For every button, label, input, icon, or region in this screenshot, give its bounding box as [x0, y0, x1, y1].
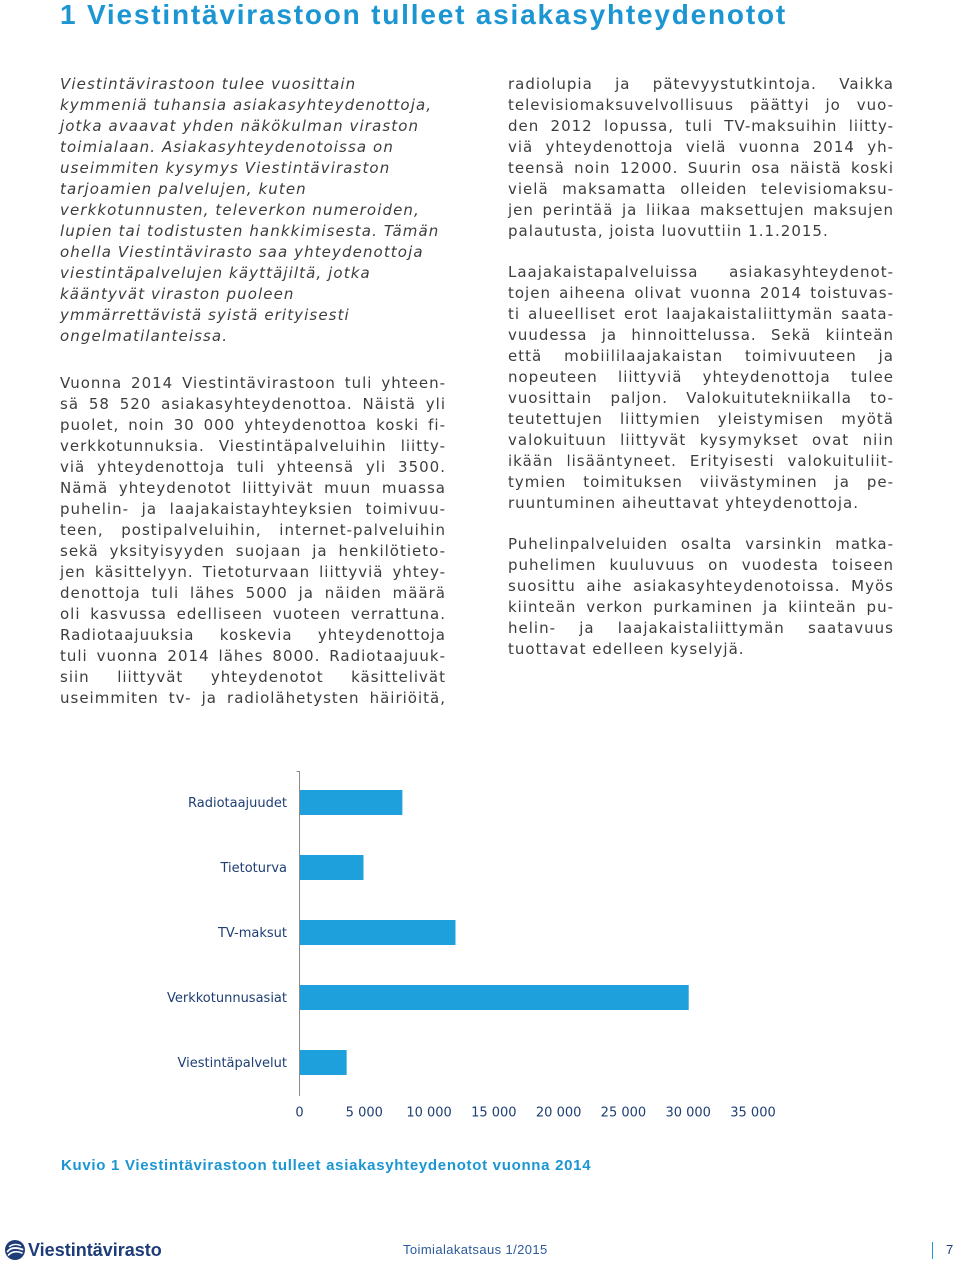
bar-verkkotunnusasiat — [300, 985, 689, 1010]
text-line: verkkotunnusten, televerkon numeroiden, — [60, 201, 420, 219]
text-line: ongelmatilanteissa. — [60, 327, 229, 345]
text-line: teutettujen liittymien yleistymisen myötä — [508, 410, 894, 428]
text-line: puhelimen kuuluvuus on vuodesta toiseen — [508, 556, 894, 574]
text-line: Viestintävirastoon tulee vuosittain — [60, 75, 357, 93]
publication-name: Toimialakatsaus 1/2015 — [403, 1242, 548, 1257]
text-line: nopeuteen liittyviä yhteydenottoja tulee — [508, 368, 894, 386]
text-line: jen käsittelyyn. Tietoturvaan liittyviä yhtey- — [60, 563, 446, 581]
category-label: Verkkotunnusasiat — [166, 991, 287, 1006]
text-line: oli kasvussa edelliseen vuoteen verrattuna. — [60, 605, 446, 623]
text-line: ikään lisääntyneet. Erityisesti valokuituliit- — [508, 452, 894, 470]
text-line: tymien toimituksen viivästyminen ja pe- — [508, 473, 894, 491]
x-tick-label: 5 000 — [345, 1105, 383, 1121]
category-label: Viestintäpalvelut — [177, 1056, 287, 1071]
text-line: kääntyvät viraston puoleen — [60, 285, 295, 303]
text-line: valokuituun liittyvät kysymykset ovat niin — [508, 431, 894, 449]
bar-tietoturva — [300, 855, 363, 880]
text-line: Nämä yhteydenotot liittyivät muun muassa — [60, 479, 446, 497]
bar-chart — [150, 760, 810, 1130]
x-tick-label: 30 000 — [665, 1105, 711, 1121]
text-line: ruuntuminen aiheuttavat yhteydenottoja. — [508, 494, 860, 512]
body-paragraph-phone — [508, 534, 894, 660]
text-line: helin- ja laajakaistaliittymän saatavuus — [508, 619, 894, 637]
logo-text: Viestintävirasto — [28, 1240, 162, 1260]
x-tick-label: 20 000 — [535, 1105, 582, 1121]
x-tick-label: 25 000 — [600, 1105, 647, 1121]
text-line: useimmiten tv- ja radiolähetysten häiriöitä, — [60, 689, 446, 707]
text-line: Puhelinpalveluiden osalta varsinkin matka- — [508, 535, 894, 553]
text-line: palautusta, joista luovuttiin 1.1.2015. — [508, 222, 829, 240]
body-paragraph-left — [60, 373, 446, 709]
text-line: tojen aiheena olivat vuonna 2014 toistuvas- — [508, 284, 894, 302]
text-line: teensä noin 12000. Suurin osa näistä koski — [508, 159, 894, 177]
category-label: Radiotaajuudet — [188, 796, 287, 811]
text-line: viä yhteydenottoja vielä vuonna 2014 yh- — [508, 138, 894, 156]
page-title: 1 Viestintävirastoon tulleet asiakasyhteydenotot — [60, 0, 787, 30]
figure-caption: Kuvio 1 Viestintävirastoon tulleet asiakasyhteydenotot vuonna 2014 — [61, 1157, 592, 1174]
text-line: sä 58 520 asiakasyhteydenottoa. Näistä yli — [60, 395, 446, 413]
text-line: puolet, noin 30 000 yhteydenottoa koski fi- — [60, 416, 446, 434]
text-line: kymmeniä tuhansia asiakasyhteydenottoja, — [60, 96, 433, 114]
text-line: puhelin- ja laajakaistayhteyksien toimivuu- — [60, 500, 446, 518]
body-paragraph-broadband — [508, 262, 894, 514]
text-line: ymmärrettävistä syistä erityisesti — [60, 306, 350, 324]
text-line: kiinteän verkon purkaminen ja kiinteän pu- — [508, 598, 894, 616]
text-line: toimialaan. Asiakasyhteydenotoissa on — [60, 138, 394, 156]
text-line: denottoja tuli lähes 5000 ja näiden määrä — [60, 584, 446, 602]
text-line: ohella Viestintävirasto saa yhteydenottoja — [60, 243, 424, 261]
x-tick-label: 10 000 — [406, 1105, 452, 1121]
viestintavirasto-logo-icon — [4, 1239, 26, 1261]
text-line: tuottavat edelleen kyselyjä. — [508, 640, 745, 658]
text-line: jotka avaavat yhden näkökulman viraston — [60, 117, 420, 135]
text-line: Vuonna 2014 Viestintävirastoon tuli yhteen- — [60, 374, 446, 392]
category-label: Tietoturva — [220, 861, 287, 876]
text-line: tuli vuonna 2014 lähes 8000. Radiotaajuuk- — [60, 647, 446, 665]
page-number: 7 — [946, 1242, 954, 1257]
text-line: lupien tai todistusten hankkimisesta. Tämän — [60, 222, 440, 240]
text-line: sekä yksityisyyden suojaan ja henkilötieto- — [60, 542, 446, 560]
x-tick-label: 35 000 — [730, 1105, 776, 1121]
x-tick-label: 0 — [295, 1105, 304, 1121]
category-label: TV-maksut — [217, 926, 287, 941]
text-line: tarjoamien palvelujen, kuten — [60, 180, 307, 198]
text-line: useimmiten kysymys Viestintäviraston — [60, 159, 391, 177]
text-line: vielä maksamatta olleiden televisiomaksu- — [508, 180, 894, 198]
text-line: siin liittyvät yhteydenotot käsittelivät — [60, 668, 446, 686]
text-line: radiolupia ja pätevyystutkintoja. Vaikka — [508, 75, 894, 93]
bar-viestint-palvelut — [300, 1050, 347, 1075]
text-line: verkkotunnuksia. Viestintäpalveluihin liitty- — [60, 437, 446, 455]
text-line: viä yhteydenottoja tuli yhteensä yli 3500. — [60, 458, 446, 476]
text-line: suosittu aihe asiakasyhteydenotoissa. Myös — [508, 577, 894, 595]
intro-paragraph — [60, 74, 446, 347]
text-line: vuudessa ja hinnoittelussa. Sekä kiinteän — [508, 326, 894, 344]
text-line: den 2012 lopussa, tuli TV-maksuihin liitty- — [508, 117, 894, 135]
footer-divider — [932, 1242, 933, 1259]
text-line: vuosittain paljon. Valokuitutekniikalla to- — [508, 389, 894, 407]
text-line: Laajakaistapalveluissa asiakasyhteydenot- — [508, 263, 894, 281]
text-line: viestintäpalvelujen käyttäjiltä, jotka — [60, 264, 371, 282]
text-line: televisiomaksuvelvollisuus päättyi jo vuo- — [508, 96, 894, 114]
text-line: jen perintää ja liikaa maksettujen maksujen — [508, 201, 894, 219]
bar-radiotaajuudet — [300, 790, 402, 815]
text-line: ti alueelliset erot laajakaistaliittymän saata- — [508, 305, 894, 323]
body-paragraph-tv — [508, 74, 894, 242]
text-line: että mobiililaajakaistan toimivuuteen ja — [508, 347, 894, 365]
text-line: Radiotaajuuksia koskevia yhteydenottoja — [60, 626, 446, 644]
x-tick-label: 15 000 — [471, 1105, 517, 1121]
bar-tv-maksut — [300, 920, 455, 945]
text-line: teen, postipalveluihin, internet-palveluihin — [60, 521, 446, 539]
